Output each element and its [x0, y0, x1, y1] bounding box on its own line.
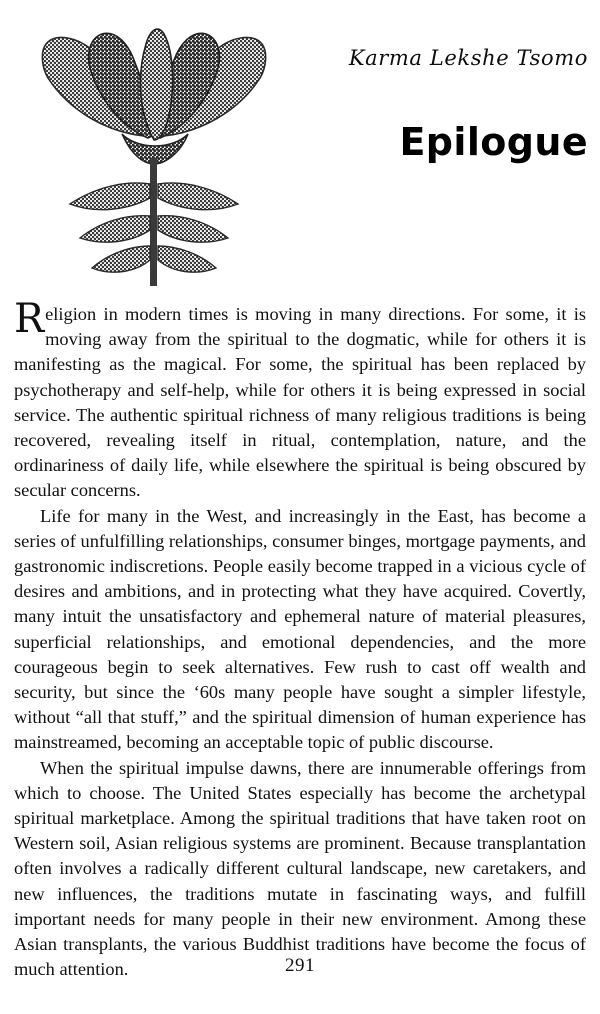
author-name: Karma Lekshe Tsomo	[348, 46, 588, 70]
paragraph-1-text: eligion in modern times is moving in many directions. For some, it is moving away from the spiritual to the dogmatic, while for others it is manifesting as the magical. For some, the spiritual has been replaced by psychotherapy and self-help, while for others it is being expressed in social service. The authentic spiritual richness of many religious traditions is being recovered, revealing itself in ritual, contemplation, nature, and the ordinariness of daily life, while elsewhere the spiritual is being obscured by secular concerns.	[14, 304, 586, 501]
page-number: 291	[285, 955, 315, 976]
lotus-flower-illustration	[12, 8, 302, 288]
chapter-title: Epilogue	[399, 120, 588, 164]
paragraph-1	[14, 296, 586, 504]
paragraph-2: Life for many in the West, and increasingly in the East, has become a series of unfulfilling relationships, consumer binges, mortgage payments, and gastronomic indiscretions. People easily become trapped in a vicious cycle of desires and ambitions, and in protecting what they have acquired. Covertly, many intuit the unsatisfactory and ephemeral nature of material pleasures, superficial relationships, and emotional dependencies, and the more courageous begin to seek alternatives. Few rush to cast off wealth and security, but since the ‘60s many people have sought a simpler lifestyle, without “all that stuff,” and the spiritual dimension of human experience has mainstreamed, becoming an acceptable topic of public discourse.	[14, 505, 586, 753]
body-text	[14, 296, 586, 982]
page-header	[0, 0, 600, 300]
paragraph-3: When the spiritual impulse dawns, there are innumerable offerings from which to choose. The United States especially has become the archetypal spiritual marketplace. Among the spiritual traditions that have taken root on Western soil, Asian religious systems are prominent. Because transplantation often involves a radically different cultural landscape, new caretakers, and new influences, the traditions mutate in fascinating ways, and fulfill important needs for many people in their new environment. Among these Asian transplants, the various Buddhist traditions have become the focus of much attention.	[14, 757, 586, 980]
drop-cap: R	[14, 296, 45, 342]
